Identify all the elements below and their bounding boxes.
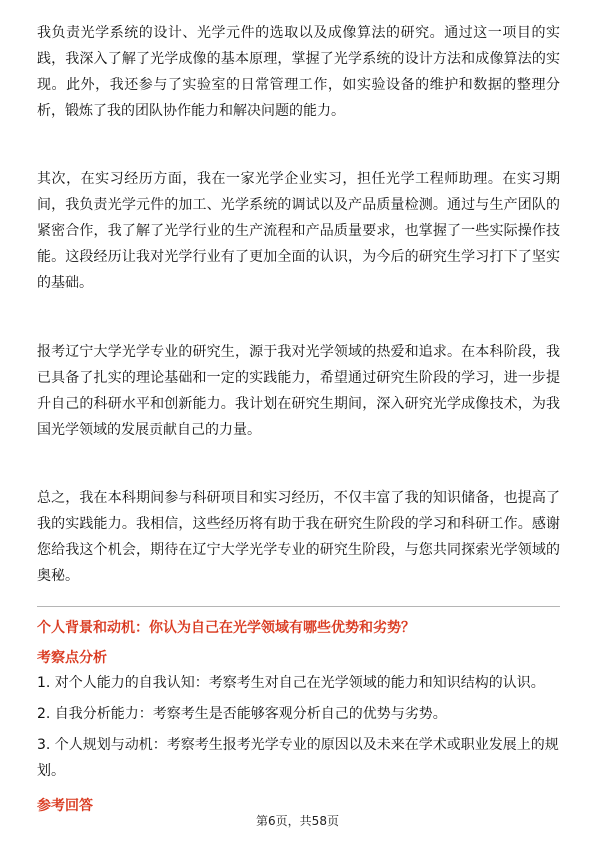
interview-question: 个人背景和动机：你认为自己在光学领域有哪些优势和劣势？	[37, 620, 415, 636]
paragraph-conclusion: 总之，我在本科期间参与科研项目和实习经历，不仅丰富了我的知识储备，也提高了我的实践能力。我相信，这些经历将有助于我在研究生阶段的学习和科研工作。感谢您给我这个机会，期待在辽宁大学光学专业的研究生阶段，与您共同探索光学领域的奥秘。	[37, 490, 560, 584]
page-number: 第6页，共58页	[256, 814, 339, 828]
paragraph-project-experience: 我负责光学系统的设计、光学元件的选取以及成像算法的研究。通过这一项目的实践，我深入了解了光学成像的基本原理，掌握了光学系统的设计方法和成像算法的实现。此外，我还参与了实验室的日常管理工作，如实验设备的维护和数据的整理分析，锻炼了我的团队协作能力和解决问题的能力。	[37, 25, 560, 119]
analysis-item: 3. 个人规划与动机：考察考生报考光学专业的原因以及未来在学术或职业发展上的规划。	[37, 737, 559, 779]
section-divider	[37, 606, 560, 607]
paragraph-motivation: 报考辽宁大学光学专业的研究生，源于我对光学领域的热爱和追求。在本科阶段，我已具备了扎实的理论基础和一定的实践能力，希望通过研究生阶段的学习，进一步提升自己的科研水平和创新能力。我计划在研究生期间，深入研究光学成像技术，为我国光学领域的发展贡献自己的力量。	[37, 344, 560, 438]
analysis-item: 1. 对个人能力的自我认知：考察考生对自己在光学领域的能力和知识结构的认识。	[37, 675, 545, 691]
answer-heading: 参考回答	[37, 798, 93, 814]
analysis-heading: 考察点分析	[37, 650, 107, 666]
analysis-item: 2. 自我分析能力：考察考生是否能够客观分析自己的优势与劣势。	[37, 706, 447, 722]
paragraph-internship: 其次，在实习经历方面，我在一家光学企业实习，担任光学工程师助理。在实习期间，我负责光学元件的加工、光学系统的调试以及产品质量检测。通过与生产团队的紧密合作，我了解了光学行业的生产流程和产品质量要求，也掌握了一些实际操作技能。这段经历让我对光学行业有了更加全面的认识，为今后的研究生学习打下了坚实的基础。	[37, 171, 560, 291]
